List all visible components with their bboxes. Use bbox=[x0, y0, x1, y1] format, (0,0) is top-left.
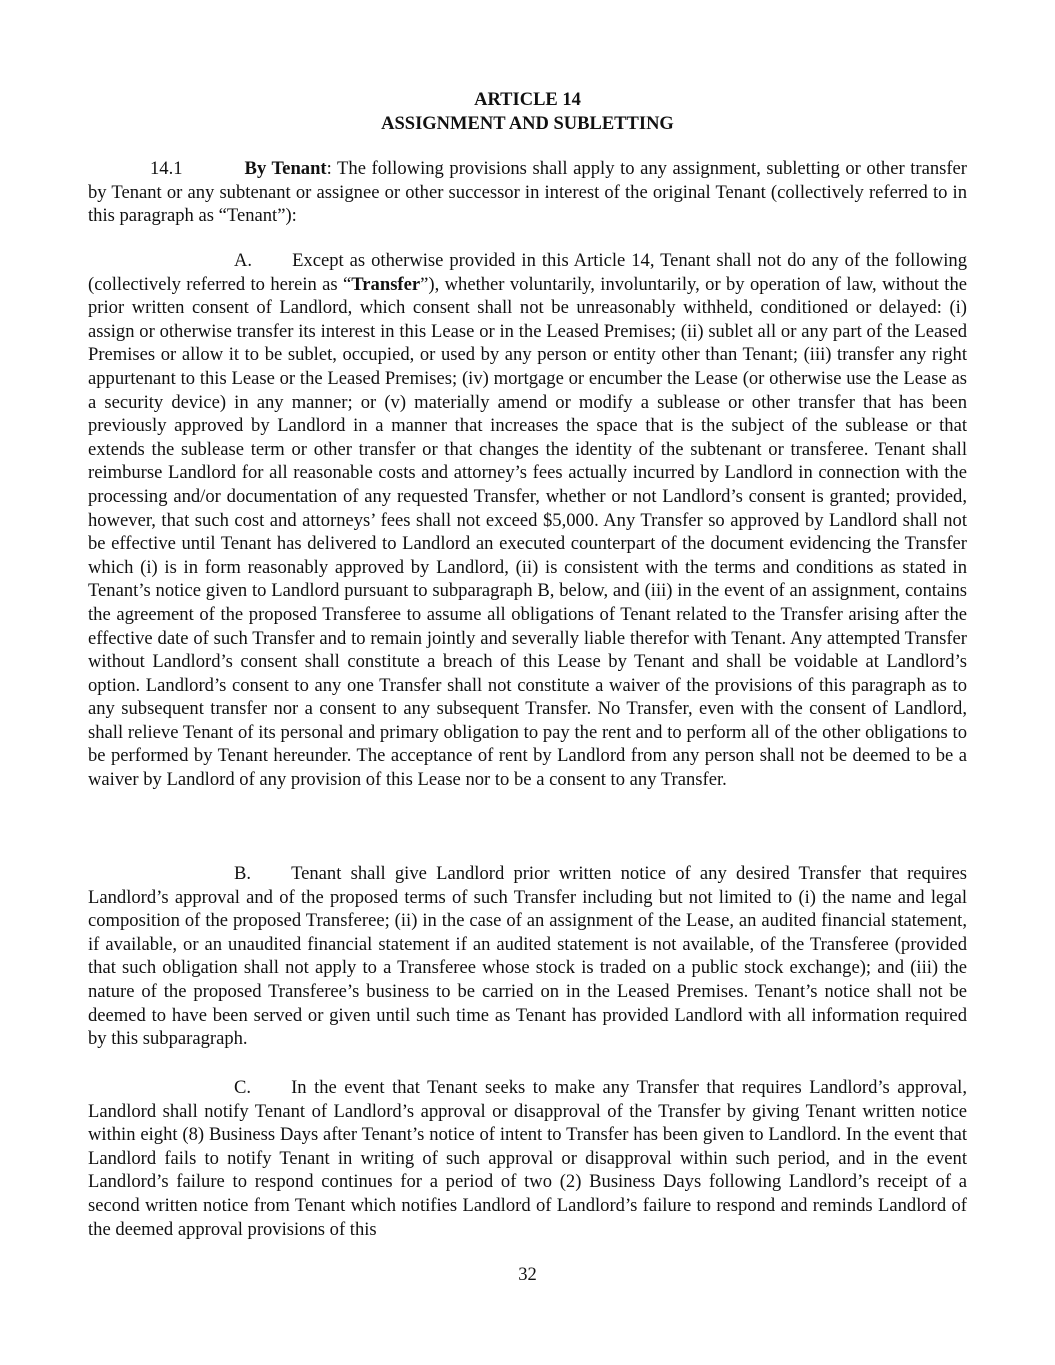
subparagraph-a-label: A. bbox=[234, 250, 253, 271]
subparagraph-c-label: C. bbox=[234, 1077, 252, 1098]
section-text: : The following provisions shall apply to any assignment, subletting or other transfer by Tenant or any subtenant or assignee or other successor in interest of the original Tenant (collectively referred to in this paragraph as “Tenant”): bbox=[88, 158, 967, 227]
section-number: 14.1 bbox=[150, 158, 183, 179]
subparagraph-a-text-start: Except as otherwise provided in this Article 14, Tenant shall not do any of the following (collectively referred to herein as “ bbox=[88, 250, 967, 295]
subparagraph-b-text: Tenant shall give Landlord prior written notice of any desired Transfer that requires Landlord’s approval and of the proposed terms of such Transfer including but not limited to (i) the name and legal composition of the proposed Transferee; (ii) in the case of an assignment of the Lease, an audited financial statement, if available, or an unaudited financial statement if an audited statement is not available, of the Transferee (provided that such obligation shall not apply to a Transferee whose stock is traded on a public stock exchange); and (iii) the nature of the proposed Transferee’s business to be carried on in the Leased Premises. Tenant’s notice shall not be deemed to have been served or given until such time as Tenant has provided Landlord with all information required by this subparagraph. bbox=[88, 863, 967, 1050]
subparagraph-a-text-rest: ”), whether voluntarily, involuntarily, or by operation of law, without the prior written consent of Landlord, which consent shall not be unreasonably withheld, conditioned or delayed: (i) assign or otherwise transfer its interest in this Lease or in the Leased Premises; (ii) sublet all or any part of the Leased Premises or allow it to be sublet, occupied, or used by any person or entity other than Tenant; (iii) transfer any right appurtenant to this Lease or the Leased Premises; (iv) mortgage or encumber the Lease (or otherwise use the Lease as a security device) in any manner; or (v) materially amend or modify a sublease or other transfer that has been previously approved by Landlord in a manner that increases the space that is the subject of the sublease or that extends the sublease term or other transfer or that changes the identity of the subtenant or transferee. Tenant shall reimburse Landlord for all reasonable costs and attorney’s fees actually incurred by Landlord in connection with the processing and/or documentation of any requested Transfer, whether or not Landlord’s consent is granted; provided, however, that such cost and attorneys’ fees shall not exceed $5,000. Any Transfer so approved by Landlord shall not be effective until Tenant has delivered to Landlord an executed counterpart of the document evidencing the Transfer which (i) is in form reasonably approved by Landlord, (ii) is consistent with the terms and conditions as stated in Tenant’s notice given to Landlord pursuant to subparagraph B, below, and (iii) in the event of an assignment, contains the agreement of the proposed Transferee to assume all obligations of Tenant related to the Transfer arising after the effective date of such Transfer and to remain jointly and severally liable therefor with Tenant. Any attempted Transfer without Landlord’s consent shall constitute a breach of this Lease by Tenant and shall be voidable at Landlord’s option. Landlord’s consent to any one Transfer shall not constitute a waiver of the provisions of this paragraph as to any subsequent transfer nor a consent to any subsequent Transfer. No Transfer, even with the consent of Landlord, shall relieve Tenant of its personal and primary obligation to pay the rent and to perform all of the other obligations to be performed by Tenant hereunder. The acceptance of rent by Landlord from any person shall not be deemed to be a waiver by Landlord of any provision of this Lease nor to be a consent to any Transfer. bbox=[88, 273, 967, 791]
subparagraph-a bbox=[88, 249, 967, 792]
defined-term-transfer: Transfer bbox=[351, 273, 421, 295]
page-number: 32 bbox=[518, 1264, 537, 1285]
subparagraph-c-text: In the event that Tenant seeks to make any Transfer that requires Landlord’s approval, Landlord shall notify Tenant of Landlord’s approval or disapproval of the Transfer by giving Tenant written notice within eight (8) Business Days after Tenant’s notice of intent to Transfer has been given to Landlord. In the event that Landlord fails to notify Tenant in writing of such approval or disapproval within such period, and in the event Landlord’s failure to respond continues for a period of two (2) Business Days following Landlord’s receipt of a second written notice from Tenant which notifies Landlord of Landlord’s failure to respond and reminds Landlord of the deemed approval provisions of this bbox=[88, 1077, 967, 1240]
subparagraph-b-label: B. bbox=[234, 863, 252, 884]
article-number-heading: ARTICLE 14 bbox=[474, 90, 581, 110]
section-14-1-paragraph bbox=[88, 157, 967, 228]
subparagraph-c bbox=[88, 1076, 967, 1241]
section-heading: By Tenant bbox=[244, 158, 327, 179]
subparagraph-b bbox=[88, 862, 967, 1051]
article-title-heading: ASSIGNMENT AND SUBLETTING bbox=[381, 114, 674, 134]
